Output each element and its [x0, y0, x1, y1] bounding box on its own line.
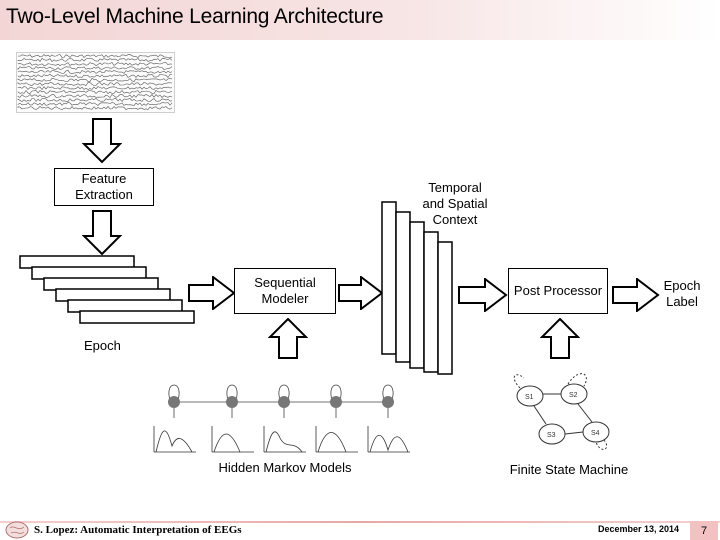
footer-date: December 13, 2014: [598, 524, 680, 534]
post-processor-label: Post Processor: [513, 283, 603, 298]
right-arrow-icon: [338, 276, 384, 310]
temporal-context-line-3: Context: [432, 212, 478, 227]
up-arrow-icon: [268, 318, 308, 360]
footer-author: S. Lopez: Automatic Interpretation of EEGs: [34, 524, 242, 536]
right-arrow-icon: [188, 276, 236, 310]
temporal-context-line-1: Temporal: [428, 180, 482, 195]
right-arrow-icon: [458, 278, 508, 312]
fsm-diagram: [508, 364, 616, 454]
temporal-context-line-2: and Spatial: [422, 196, 488, 211]
svg-text:S4: S4: [591, 430, 600, 437]
epoch-label-output: Epoch Label: [663, 278, 701, 309]
hmm-diagram: [150, 366, 412, 458]
up-arrow-icon: [540, 318, 580, 360]
down-arrow-icon: [82, 118, 122, 164]
slide-title: Two-Level Machine Learning Architecture: [6, 5, 384, 28]
footer-divider: [0, 521, 720, 523]
page-number: 7: [690, 521, 718, 540]
svg-text:S3: S3: [547, 432, 556, 439]
epoch-label: Epoch: [84, 338, 121, 353]
sequential-modeler-box: [234, 268, 336, 314]
hmm-caption: Hidden Markov Models: [218, 460, 352, 475]
eeg-signal-image: [16, 52, 176, 114]
svg-text:S2: S2: [569, 392, 578, 399]
temporal-context-label: [410, 180, 500, 228]
sequential-modeler-label: Sequential Modeler: [254, 275, 316, 306]
brain-logo-icon: [4, 518, 30, 540]
svg-text:S1: S1: [525, 394, 534, 401]
fsm-caption: Finite State Machine: [509, 462, 629, 477]
feature-extraction-label: Feature Extraction: [75, 171, 133, 202]
epoch-stack: [18, 250, 198, 334]
feature-extraction-box: [54, 168, 154, 206]
post-processor-box: [508, 268, 608, 314]
